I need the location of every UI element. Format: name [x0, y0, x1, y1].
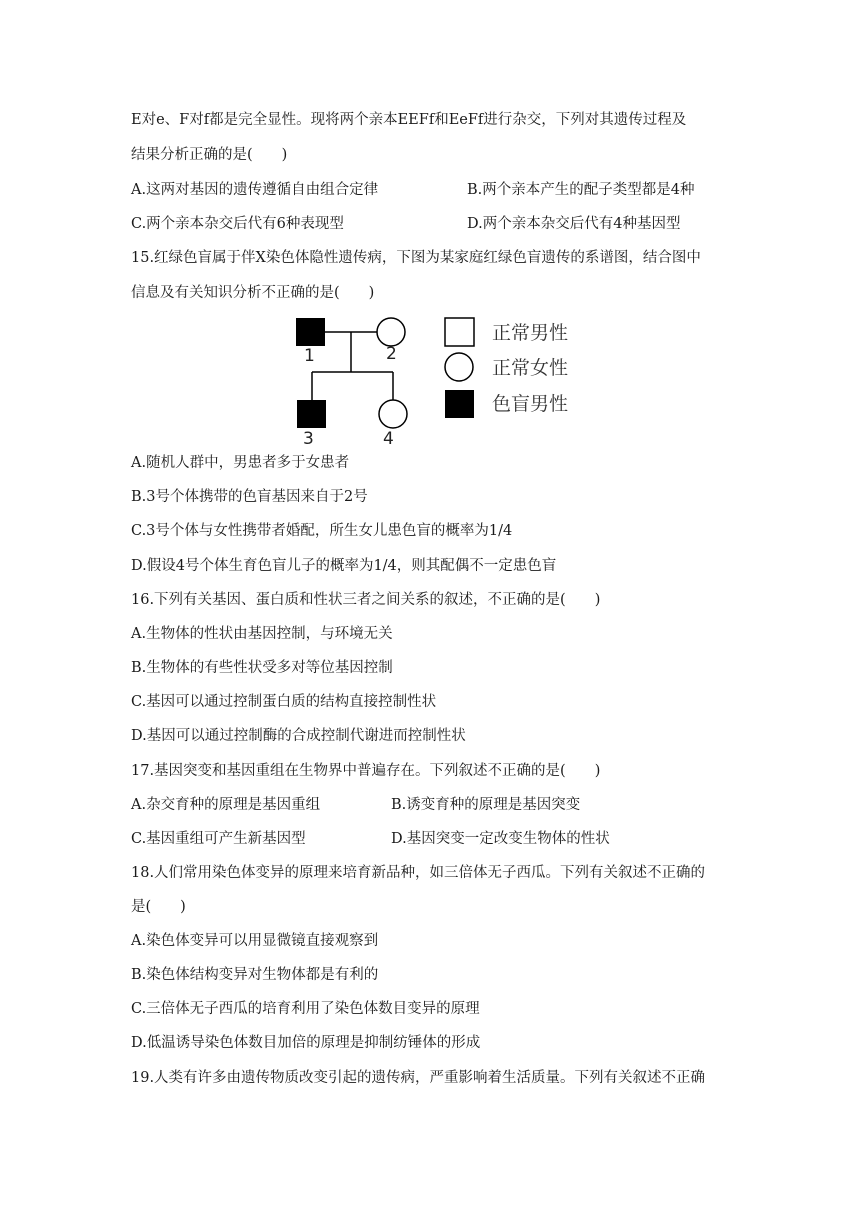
individual-4-normal-female: [379, 400, 407, 428]
q17-option-b: B.诱变育种的原理是基因突变: [391, 797, 581, 813]
q19-stem-line1: 19.人类有许多由遗传物质改变引起的遗传病，严重影响着生活质量。下列有关叙述不正确: [131, 1070, 706, 1086]
label-4: 4: [383, 429, 394, 449]
q14-stem-line2: 结果分析正确的是( ): [131, 147, 288, 163]
q15-option-c: C.3号个体与女性携带者婚配，所生女儿患色盲的概率为1/4: [131, 523, 513, 539]
q15-stem-line1: 15.红绿色盲属于伴X染色体隐性遗传病，下图为某家庭红绿色盲遗传的系谱图，结合图中: [131, 250, 701, 266]
q14-stem-line1: E对e、F对f都是完全显性。现将两个亲本EEFf和EeFf进行杂交，下列对其遗传过程及: [131, 112, 687, 128]
individual-3-colorblind-male: [297, 400, 326, 428]
q18-option-b: B.染色体结构变异对生物体都是有利的: [131, 967, 379, 983]
q17-option-d: D.基因突变一定改变生物体的性状: [391, 831, 610, 847]
label-1: 1: [304, 346, 315, 366]
legend-normal-female: 正常女性: [492, 357, 569, 379]
label-3: 3: [303, 429, 314, 449]
legend-normal-female-icon: [445, 353, 473, 381]
pedigree-diagram: [290, 312, 590, 452]
q18-stem-line1: 18.人们常用染色体变异的原理来培育新品种，如三倍体无子西瓜。下列有关叙述不正确的: [131, 865, 706, 881]
individual-1-colorblind-male: [296, 318, 325, 346]
label-2: 2: [386, 344, 397, 364]
q18-stem-line2: 是( ): [131, 899, 186, 915]
q17-stem: 17.基因突变和基因重组在生物界中普遍存在。下列叙述不正确的是( ): [131, 763, 601, 779]
q18-option-d: D.低温诱导染色体数目加倍的原理是抑制纺锤体的形成: [131, 1035, 481, 1051]
q14-option-d: D.两个亲本杂交后代有4种基因型: [467, 216, 681, 232]
q16-stem: 16.下列有关基因、蛋白质和性状三者之间关系的叙述，不正确的是( ): [131, 592, 601, 608]
q16-option-b: B.生物体的有些性状受多对等位基因控制: [131, 660, 393, 676]
q15-option-d: D.假设4号个体生育色盲儿子的概率为1/4，则其配偶不一定患色盲: [131, 558, 557, 574]
q16-option-d: D.基因可以通过控制酶的合成控制代谢进而控制性状: [131, 728, 466, 744]
q17-option-c: C.基因重组可产生新基因型: [131, 831, 306, 847]
q14-option-c: C.两个亲本杂交后代有6种表现型: [131, 216, 344, 232]
q16-option-c: C.基因可以通过控制蛋白质的结构直接控制性状: [131, 694, 437, 710]
legend-colorblind-male-icon: [445, 390, 474, 418]
legend-normal-male: 正常男性: [492, 322, 569, 344]
q17-option-a: A.杂交育种的原理是基因重组: [131, 797, 321, 813]
q15-option-a: A.随机人群中，男患者多于女患者: [131, 455, 350, 471]
q15-stem-line2: 信息及有关知识分析不正确的是( ): [131, 285, 375, 301]
q15-option-b: B.3号个体携带的色盲基因来自于2号: [131, 489, 368, 505]
legend-colorblind-male: 色盲男性: [492, 393, 569, 415]
legend-normal-male-icon: [445, 318, 474, 346]
q14-option-a: A.这两对基因的遗传遵循自由组合定律: [131, 182, 379, 198]
q14-option-b: B.两个亲本产生的配子类型都是4种: [467, 182, 695, 198]
q18-option-c: C.三倍体无子西瓜的培育利用了染色体数目变异的原理: [131, 1001, 480, 1017]
q16-option-a: A.生物体的性状由基因控制，与环境无关: [131, 626, 393, 642]
individual-2-normal-female: [377, 318, 405, 346]
q18-option-a: A.染色体变异可以用显微镜直接观察到: [131, 933, 379, 949]
